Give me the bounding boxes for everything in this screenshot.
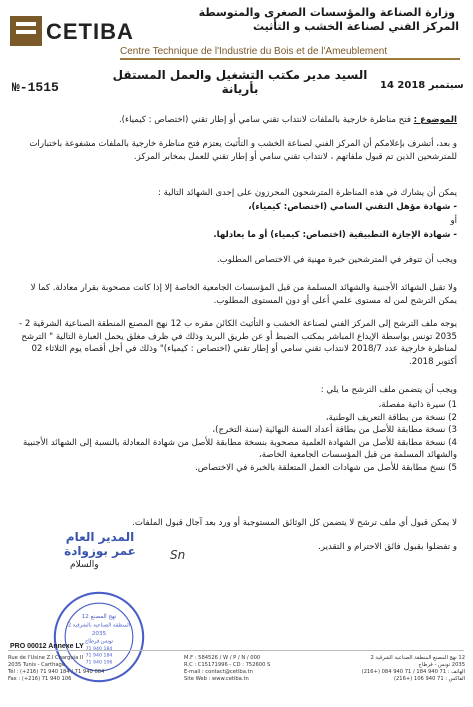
footer-line: الهاتف : 71 940 184 / 71 940 084 (+216) [361, 669, 465, 675]
paragraph-intro: و بعد، أتشرف بإعلامكم أن المركز الفني لصناعة الخشب و التأثيث يعتزم فتح مناظرة خارجية بالملفات مشفوعة باختبارات للمترشحين الذين تم قبول ملفاتهم ، لانتداب تقني سامي أو إطار تقني للعمل بمخابر المركز. [29, 139, 457, 162]
footer-divider [8, 650, 464, 651]
subject-label: الموضوع : [413, 115, 457, 125]
list-item: 2) نسخة من بطاقة التعريف الوطنية، [325, 412, 457, 423]
paragraph-foreign-degrees: ولا تقبل الشهائد الأجنبية والشهائد المسلمة من قبل المؤسسات الجامعية الخاصة إلا إذا كانت مصحوبة بقرار معادلة. كما لا يمكن الترشح لمن له مستوى علمي أعلى أو دون المستوى المطلوب. [30, 283, 457, 306]
paragraph-file-contents: ويجب أن يتضمن ملف الترشح ما يلي : [320, 385, 457, 395]
closing-line: و تفضلوا بقبول فائق الاحترام و التقدير. [318, 542, 457, 552]
degree-1: - شهادة مؤهل التقني السامي (اختصاص: كيمياء)، [248, 202, 457, 212]
paragraph-experience: ويجب أن تتوفر في المترشحين خبرة مهنية في الاختصاص المطلوب. [216, 255, 457, 265]
footer-line: Site Web : www.cetiba.tn [184, 676, 249, 682]
letter-date: 14 سبتمبر 2018 [380, 80, 464, 91]
footer-line: Rue de l'Usine Z.I Charguia II [8, 655, 83, 661]
signatory-name: عمر بوزوادة [64, 544, 136, 558]
reference-number: №-1515 [12, 80, 59, 95]
logo-text: CETIBA [46, 19, 134, 44]
footer-line: 2035 Tunis - Carthage [8, 662, 66, 668]
subject-text: فتح مناظرة خارجية بالملفات لانتداب تقني سامي أو إطار تقني (اختصاص : كيمياء). [118, 115, 411, 125]
footer-address-french [8, 655, 104, 683]
stamp-line: 2035 [91, 631, 107, 638]
footer-line: الفاكس : 71 940 106 (+216) [393, 676, 465, 682]
stamp-line: 71 940 106 [85, 660, 113, 666]
header-divider [120, 58, 460, 60]
list-item: 3) نسخة مطابقة للأصل من بطاقة أعداد السنة النهائية (سنة التخرج)، [212, 425, 457, 436]
footer-address-arabic [362, 655, 465, 683]
stamp-line: 71 940 184 [85, 653, 113, 659]
document-code: PRO 00012 Annexe LY [10, 643, 84, 650]
signature-block [40, 530, 160, 558]
subject-line [15, 114, 457, 127]
stamp-line: المنطقة الصناعية بالشرقية 2 [67, 622, 131, 629]
addressee: السيد مدير مكتب التشغيل والعمل المستقل بأريانة [112, 68, 368, 96]
footer-line: R.C : C15171996 - CD : 752600 S [184, 662, 271, 668]
centre-name-arabic: المركز الفني لصناعة الخشب و التأثيث [252, 20, 459, 33]
footer-line: 12 نهج المصنع المنطقة الصناعية الشرقية 2 [370, 655, 465, 661]
paragraph-rejection: لا يمكن قبول أي ملف ترشح لا يتضمن كل الوثائق المستوجبة أو ورد بعد آجال قبول الملفات. [132, 518, 457, 528]
paragraph-submission: يوجه ملف الترشح إلى المركز الفني لصناعة الخشب و التأثيث الكائن مقره ب 12 نهج المصنع المنطقة الصناعية الشرقية 2 - 2035 تونس بواسطة الإيداع المباشر بمكتب الضبط أو عن طريق البريد وذلك في ظرف مغلق يحمل العبارة التالية " الترشح لمناظرة خارجية عدد 2018/7 لانتداب تقني سامي أو إطار تقني (اختصاص : كيمياء)" وذلك في أجل أقصاه يوم الثلاثاء 02 أكتوبر 2018. [18, 319, 457, 367]
centre-name-french: Centre Technique de l'Industrie du Bois et de l'Ameublement [120, 46, 388, 57]
list-item: 5) نسخ مطابقة للأصل من شهادات العمل المتعلقة بالخبرة في الاختصاص. [195, 462, 457, 473]
paragraph-eligibility: يمكن أن يشارك في هذه المناظرة المترشحون المحرزون على إحدى الشهائد التالية : [158, 188, 457, 198]
footer-line: M.F : 584526 / W / P / N / 000 [184, 655, 261, 661]
stamp-line: تونس قرطاج [84, 638, 114, 645]
footer-line: 2035 تونس - قرطاج [418, 662, 465, 668]
signatory-title: المدير العام [65, 530, 135, 544]
initials-mark: Sn [170, 548, 186, 562]
or-text: أو [450, 216, 457, 226]
footer-line: Fax : (+216) 71 940 106 [8, 676, 72, 682]
list-item: 4) نسخة مطابقة للأصل من الشهادة العلمية مصحوبة بنسخة مطابقة للأصل من شهادة المعادلة بالنسبة إلى الشهائد الأجنبية والشهائد المسلمة من قبل المؤسسات الجامعية الخاصة، [23, 437, 457, 461]
footer-registration [184, 655, 270, 683]
cetiba-logo [10, 16, 134, 46]
required-documents-list [15, 399, 457, 475]
list-item: 1) سيرة ذاتية مفصلة، [378, 400, 457, 410]
stamp-line: 12 نهج المصنع [81, 614, 117, 621]
degree-2: - شهادة الإجازة التطبيقية (اختصاص: كيمياء) أو ما يعادلها. [213, 230, 457, 240]
ministry-name: وزارة الصناعة والمؤسسات الصغرى والمتوسطة [198, 6, 455, 19]
salutation: والسلام [70, 560, 99, 570]
logo-mark-icon [10, 16, 42, 46]
footer-line: Tél : (+216) 71 940 184 / 71 940 084 [8, 669, 105, 675]
footer-line: E-mail : contact@cetiba.tn [184, 669, 253, 675]
